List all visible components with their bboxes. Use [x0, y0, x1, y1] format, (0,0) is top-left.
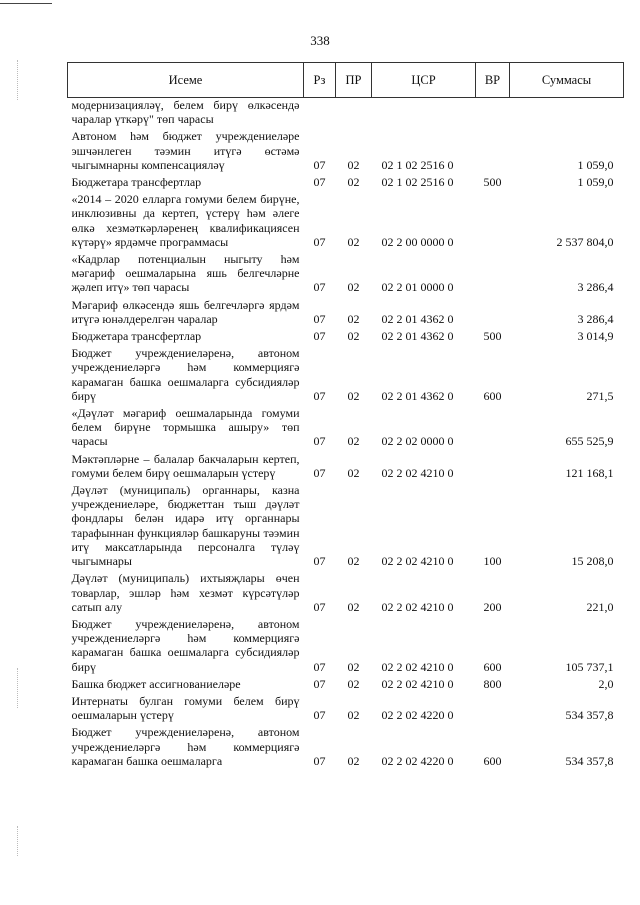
- row-rz: 07: [313, 708, 326, 723]
- row-csr: 02 2 02 4220 0: [381, 753, 454, 768]
- table-row: [68, 126, 624, 172]
- row-vr: [476, 403, 510, 449]
- row-rz: 07: [313, 554, 326, 569]
- table-header-row: [68, 63, 624, 98]
- table-row: [68, 249, 624, 295]
- row-sum: 3 286,4: [577, 280, 614, 295]
- row-sum: 271,5: [586, 388, 614, 403]
- row-rz: 07: [313, 234, 326, 249]
- table-row: [68, 326, 624, 343]
- header-csr: ЦСР: [372, 63, 476, 98]
- table-row: [68, 403, 624, 449]
- row-rz: 07: [313, 329, 326, 344]
- table-row: [68, 568, 624, 614]
- row-sum: 534 357,8: [565, 753, 614, 768]
- row-csr: 02 2 02 4210 0: [381, 554, 454, 569]
- row-name: Интернаты булган гомуми белем бирү оешмаларын үстерү: [71, 693, 300, 723]
- row-pr: 02: [347, 388, 360, 403]
- row-pr: 02: [347, 311, 360, 326]
- row-pr: 02: [347, 599, 360, 614]
- row-vr: 500: [483, 329, 502, 344]
- row-rz: 07: [313, 599, 326, 614]
- header-vr: ВР: [476, 63, 510, 98]
- row-sum: 105 737,1: [565, 659, 614, 674]
- row-sum: 1 059,0: [577, 175, 614, 190]
- row-name: «2014 – 2020 елларга гомуми белем бирүне, инклюзивны да кертеп, үстерү һәм әлеге өлкә хезмәткәрләренең квалификациясен күтәрү» ярдәмче программасы: [71, 192, 300, 249]
- row-pr: 02: [347, 554, 360, 569]
- table-row: [68, 98, 624, 127]
- row-name: Мәгариф өлкәсендә яшь белгечләргә ярдәм итүгә юнәлдерелгән чаралар: [71, 297, 300, 326]
- row-rz: 07: [313, 280, 326, 295]
- row-vr: 800: [483, 676, 502, 691]
- row-rz: [304, 98, 336, 127]
- row-sum: 221,0: [586, 599, 614, 614]
- row-pr: 02: [347, 708, 360, 723]
- row-name: Башка бюджет ассигнованиеләре: [71, 676, 241, 691]
- row-rz: 07: [313, 175, 326, 190]
- row-name: Бюджет учреждениеләренә, автоном учреждениеләргә һәм коммерциягә карамаган башка оешмаларга субсидияләр бирү: [71, 616, 300, 674]
- row-csr: 02 2 01 4362 0: [381, 388, 454, 403]
- row-sum: 3 286,4: [577, 311, 614, 326]
- row-vr: 600: [483, 753, 502, 768]
- row-rz: 07: [313, 434, 326, 449]
- header-sum: Суммасы: [510, 63, 624, 98]
- table-row: [68, 480, 624, 568]
- row-csr: 02 2 02 4210 0: [381, 599, 454, 614]
- row-csr: [372, 98, 476, 127]
- margin-mark: [17, 668, 19, 708]
- table-row: [68, 449, 624, 480]
- row-pr: 02: [347, 676, 360, 691]
- row-vr: [476, 98, 510, 127]
- row-sum: 2,0: [598, 676, 614, 691]
- top-rule: [0, 3, 52, 4]
- row-vr: 500: [483, 175, 502, 190]
- row-csr: 02 2 01 4362 0: [381, 329, 454, 344]
- row-sum: 121 168,1: [565, 465, 614, 480]
- row-vr: [476, 249, 510, 295]
- row-pr: 02: [347, 753, 360, 768]
- row-pr: 02: [347, 234, 360, 249]
- row-pr: 02: [347, 659, 360, 674]
- row-sum: 15 208,0: [571, 554, 614, 569]
- row-vr: 100: [483, 554, 502, 569]
- header-rz: Рз: [304, 63, 336, 98]
- row-name: модернизацияләү, белем бирү өлкәсендә чаралар үткәрү" төп чарасы: [71, 98, 300, 127]
- row-rz: 07: [313, 676, 326, 691]
- table-row: [68, 722, 624, 768]
- row-vr: [476, 126, 510, 172]
- row-pr: 02: [347, 157, 360, 172]
- row-sum: 534 357,8: [565, 708, 614, 723]
- header-name: Исеме: [68, 63, 304, 98]
- row-pr: 02: [347, 465, 360, 480]
- header-pr: ПР: [336, 63, 372, 98]
- row-csr: 02 2 02 4210 0: [381, 465, 454, 480]
- row-csr: 02 2 01 4362 0: [381, 311, 454, 326]
- row-pr: [336, 98, 372, 127]
- page-number: 338: [310, 33, 330, 48]
- row-pr: 02: [347, 329, 360, 344]
- row-rz: 07: [313, 388, 326, 403]
- row-rz: 07: [313, 753, 326, 768]
- row-vr: 600: [483, 388, 502, 403]
- row-name: Автоном һәм бюджет учреждениеләре эшчәнлеген тәэмин итүгә өстәмә чыгымнарны компенсацияләү: [71, 129, 300, 172]
- row-vr: [476, 295, 510, 326]
- row-rz: 07: [313, 465, 326, 480]
- table-row: [68, 343, 624, 403]
- row-vr: 200: [483, 599, 502, 614]
- row-csr: 02 1 02 2516 0: [381, 175, 454, 190]
- row-csr: 02 2 02 4210 0: [381, 676, 454, 691]
- row-sum: 1 059,0: [577, 157, 614, 172]
- table-row: [68, 691, 624, 722]
- row-pr: 02: [347, 175, 360, 190]
- row-csr: 02 2 01 0000 0: [381, 280, 454, 295]
- row-vr: 600: [483, 659, 502, 674]
- row-vr: [476, 449, 510, 480]
- row-name: Бюджет учреждениеләренә, автоном учреждениеләргә һәм коммерциягә карамаган башка оешмаларга: [71, 725, 300, 768]
- row-name: Дәүләт (муниципаль) органнары, казна учреждениеләре, бюджеттан тыш дәүләт фондлары белән идарә итү органнары тарафыннан функцияләр башкаруны тәэмин итү максатларында персоналга түләү чыгымнары: [71, 483, 300, 569]
- row-rz: 07: [313, 157, 326, 172]
- row-vr: [476, 189, 510, 249]
- row-csr: 02 2 02 4220 0: [381, 708, 454, 723]
- table-row: [68, 614, 624, 674]
- row-rz: 07: [313, 311, 326, 326]
- row-name: Бюджетара трансфертлар: [71, 329, 202, 344]
- table-row: [68, 674, 624, 691]
- row-pr: 02: [347, 280, 360, 295]
- row-name: Бюджетара трансфертлар: [71, 175, 202, 190]
- budget-table: [67, 62, 624, 768]
- row-name: Бюджет учреждениеләренә, автоном учреждениеләргә һәм коммерциягә карамаган башка оешмаларга субсидияләр бирү: [71, 346, 300, 403]
- row-rz: 07: [313, 659, 326, 674]
- row-csr: 02 2 00 0000 0: [381, 234, 454, 249]
- table-row: [68, 172, 624, 189]
- margin-mark: [17, 826, 19, 856]
- row-name: Мәктәпләрне – балалар бакчаларын кертеп, гомуми белем бирү оешмаларын үстерү: [71, 451, 300, 480]
- row-vr: [476, 691, 510, 722]
- row-sum: [510, 98, 624, 127]
- row-name: «Кадрлар потенциалын ныгыту һәм мәгариф оешмаларына яшь белгечләрне җәлеп итү» төп чарасы: [71, 252, 300, 295]
- row-pr: 02: [347, 434, 360, 449]
- row-csr: 02 2 02 0000 0: [381, 434, 454, 449]
- row-name: Дәүләт (муниципаль) ихтыяҗлары өчен товарлар, эшләр һәм хезмәт күрсәтүләр сатып алу: [71, 571, 300, 614]
- row-name: «Дәүләт мәгариф оешмаларында гомуми белем бирүне тормышка ашыру» төп чарасы: [71, 406, 300, 449]
- margin-mark: [17, 60, 19, 100]
- table-row: [68, 295, 624, 326]
- row-sum: 2 537 804,0: [556, 234, 614, 249]
- table-row: [68, 189, 624, 249]
- row-csr: 02 2 02 4210 0: [381, 659, 454, 674]
- row-csr: 02 1 02 2516 0: [381, 157, 454, 172]
- row-sum: 655 525,9: [565, 434, 614, 449]
- row-sum: 3 014,9: [577, 329, 614, 344]
